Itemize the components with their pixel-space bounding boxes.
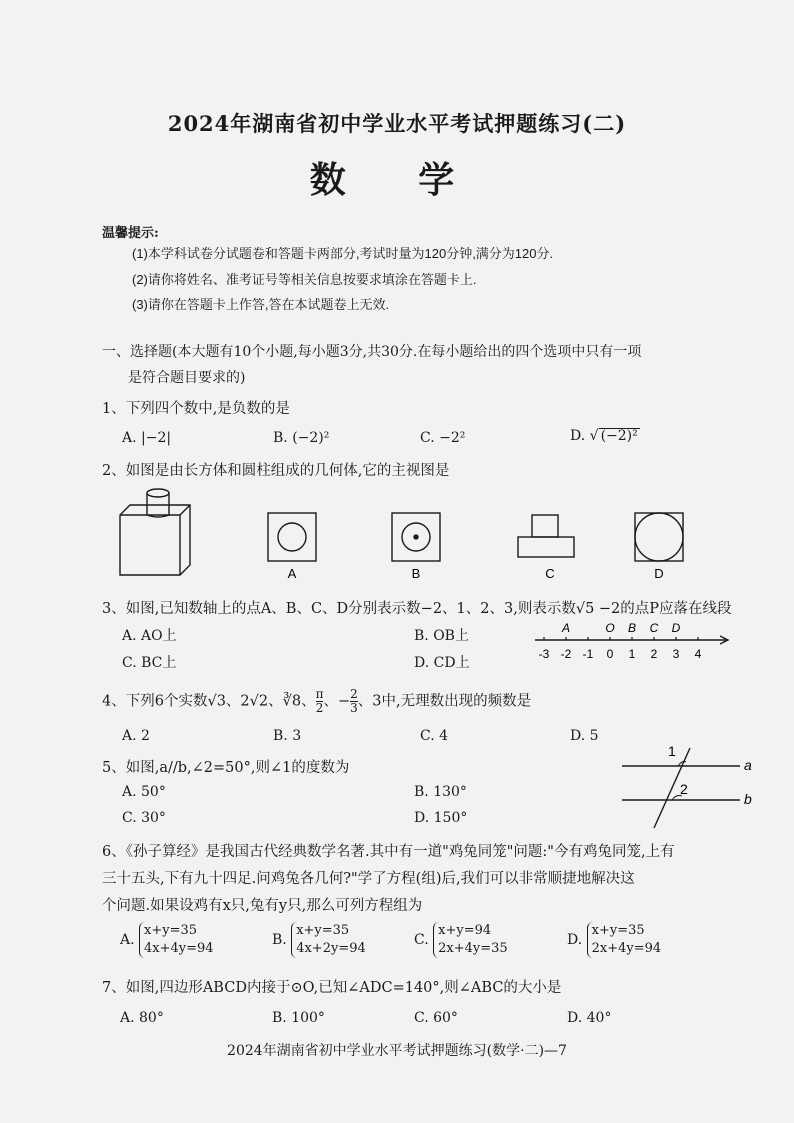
q5-option-d: D. 150°: [414, 810, 468, 826]
q3-point-label: O: [605, 621, 615, 635]
page-title: 2024年湖南省初中学业水平考试押题练习(二): [167, 111, 627, 136]
q3-axis-tick-label: 2: [650, 647, 658, 661]
q3-option-d: D. CD上: [414, 655, 470, 671]
q1-option-b: B. (−2)²: [273, 430, 330, 446]
q6-option-c-eq1: x+y=94: [438, 923, 492, 938]
q7-option-d: D. 40°: [567, 1010, 612, 1026]
q3-number-line: [530, 620, 730, 664]
q6-option-a-eq1: x+y=35: [144, 923, 198, 938]
q1-option-c: C. −2²: [420, 430, 466, 446]
q2-option-b-figure: [392, 513, 440, 561]
q7-option-a: A. 80°: [120, 1010, 164, 1026]
q6-option-c-label: C.: [414, 932, 429, 948]
q6-option-b-eq2: 4x+2y=94: [296, 941, 366, 956]
subject-title: 数 学: [309, 159, 485, 201]
question-7-stem: 7、如图,四边形ABCD内接于⊙O,已知∠ADC=140°,则∠ABC的大小是: [102, 980, 562, 996]
q2-figures: [110, 485, 710, 585]
q5-parallel-lines-figure: [620, 742, 770, 832]
q3-axis-tick-label: -1: [582, 647, 594, 661]
q2-label-c: C: [545, 566, 555, 581]
q6-option-b-label: B.: [272, 932, 287, 948]
question-6-line-1: 6、《孙子算经》是我国古代经典数学名著.其中有一道"鸡兔同笼"问题:"今有鸡兔同笼,上有: [102, 844, 675, 860]
q3-axis-tick-label: 0: [606, 647, 614, 661]
q4-fraction-2-num: 2: [350, 687, 358, 701]
q4-option-d: D. 5: [570, 728, 599, 744]
question-6-line-3: 个问题.如果设鸡有x只,兔有y只,那么可列方程组为: [102, 898, 423, 914]
q6-option-c-eq2: 2x+4y=35: [438, 941, 508, 956]
q5-angle-2-label: 2: [680, 781, 688, 797]
q7-option-c: C. 60°: [414, 1010, 458, 1026]
q6-option-d: [567, 922, 661, 958]
question-3-stem: 3、如图,已知数轴上的点A、B、C、D分别表示数−2、1、2、3,则表示数√5 −2的点P应落在线段: [102, 601, 732, 617]
q4-stem-suffix: 、3中,无理数出现的频数是: [357, 693, 532, 710]
q6-option-d-eq2: 2x+4y=94: [591, 941, 662, 956]
q4-fraction-2-den: 3: [350, 701, 358, 715]
q1-option-a: A. |−2|: [122, 430, 172, 446]
q6-option-b-eq1: x+y=35: [296, 923, 350, 938]
q2-option-a-figure: [268, 513, 316, 561]
question-1-stem: 1、下列四个数中,是负数的是: [102, 401, 290, 417]
q1-option-d-prefix: D.: [570, 428, 590, 444]
question-2-stem: 2、如图是由长方体和圆柱组成的几何体,它的主视图是: [102, 463, 450, 479]
notice-label: 温馨提示:: [102, 226, 159, 241]
q6-option-d-eq1: x+y=35: [591, 923, 645, 938]
q7-option-b: B. 100°: [272, 1010, 325, 1026]
q3-axis-tick-label: 3: [672, 647, 680, 661]
q5-line-b-label: b: [744, 791, 752, 807]
question-4-stem: [102, 688, 531, 715]
q6-option-d-label: D.: [567, 932, 583, 948]
q6-option-b: [272, 922, 366, 958]
q3-point-label: A: [561, 621, 571, 635]
q3-option-a: A. AO上: [122, 628, 177, 644]
q5-option-b: B. 130°: [414, 784, 467, 800]
q3-point-label: C: [649, 621, 659, 635]
q4-stem-prefix: 4、下列6个实数√3、2√2、∛8、: [102, 693, 316, 710]
notice-item-2: (2)请你将姓名、准考证号等相关信息按要求填涂在答题卡上.: [132, 272, 477, 287]
section-title: 一、选择题(本大题有10个小题,每小题3分,共30分.在每小题给出的四个选项中只有一项: [102, 344, 642, 360]
notice-item-3: (3)请你在答题卡上作答,答在本试题卷上无效.: [132, 297, 390, 312]
q6-option-a-eq2: 4x+4y=94: [144, 941, 214, 956]
q4-fraction-1-den: 2: [315, 701, 324, 715]
q2-label-b: B: [411, 566, 421, 581]
q1-option-d-radicand: (−2)²: [600, 428, 638, 444]
q4-option-c: C. 4: [420, 728, 449, 744]
q2-solid-figure: [120, 489, 190, 575]
q3-option-b: B. OB上: [414, 628, 469, 644]
q3-option-c: C. BC上: [122, 655, 177, 671]
q4-fraction-1-num: π: [315, 687, 324, 701]
q2-label-d: D: [654, 566, 664, 581]
q3-point-label: B: [627, 621, 637, 635]
q6-option-c: [414, 922, 508, 958]
page-footer: 2024年湖南省初中学业水平考试押题练习(数学·二)—7: [227, 1043, 567, 1059]
q2-option-c-figure: [518, 515, 574, 557]
q3-point-label: D: [671, 621, 681, 635]
q3-axis-tick-label: 1: [628, 647, 636, 661]
q1-option-d: D. √ (−2)²: [570, 428, 638, 444]
q5-option-c: C. 30°: [122, 810, 166, 826]
q3-axis-tick-label: -2: [560, 647, 572, 661]
q5-line-a-label: a: [744, 757, 752, 773]
notice-item-1: (1)本学科试卷分试题卷和答题卡两部分,考试时量为120分钟,满分为120分.: [132, 246, 554, 261]
q4-option-a: A. 2: [122, 728, 150, 744]
q4-separator: 、−: [323, 693, 351, 710]
q5-option-a: A. 50°: [122, 784, 166, 800]
q2-option-d-figure: [635, 513, 683, 561]
q4-option-b: B. 3: [273, 728, 302, 744]
question-6-line-2: 三十五头,下有九十四足.问鸡兔各几何?"学了方程(组)后,我们可以非常顺捷地解决这: [102, 871, 635, 887]
q6-option-a: [120, 922, 214, 958]
section-title-cont: 是符合题目要求的): [128, 370, 246, 386]
q3-axis-tick-label: 4: [694, 647, 702, 661]
q2-label-a: A: [287, 566, 297, 581]
q6-option-a-label: A.: [120, 932, 135, 948]
q3-axis-tick-label: -3: [538, 647, 550, 661]
question-5-stem: 5、如图,a//b,∠2=50°,则∠1的度数为: [102, 760, 350, 776]
q5-angle-1-label: 1: [668, 743, 676, 759]
